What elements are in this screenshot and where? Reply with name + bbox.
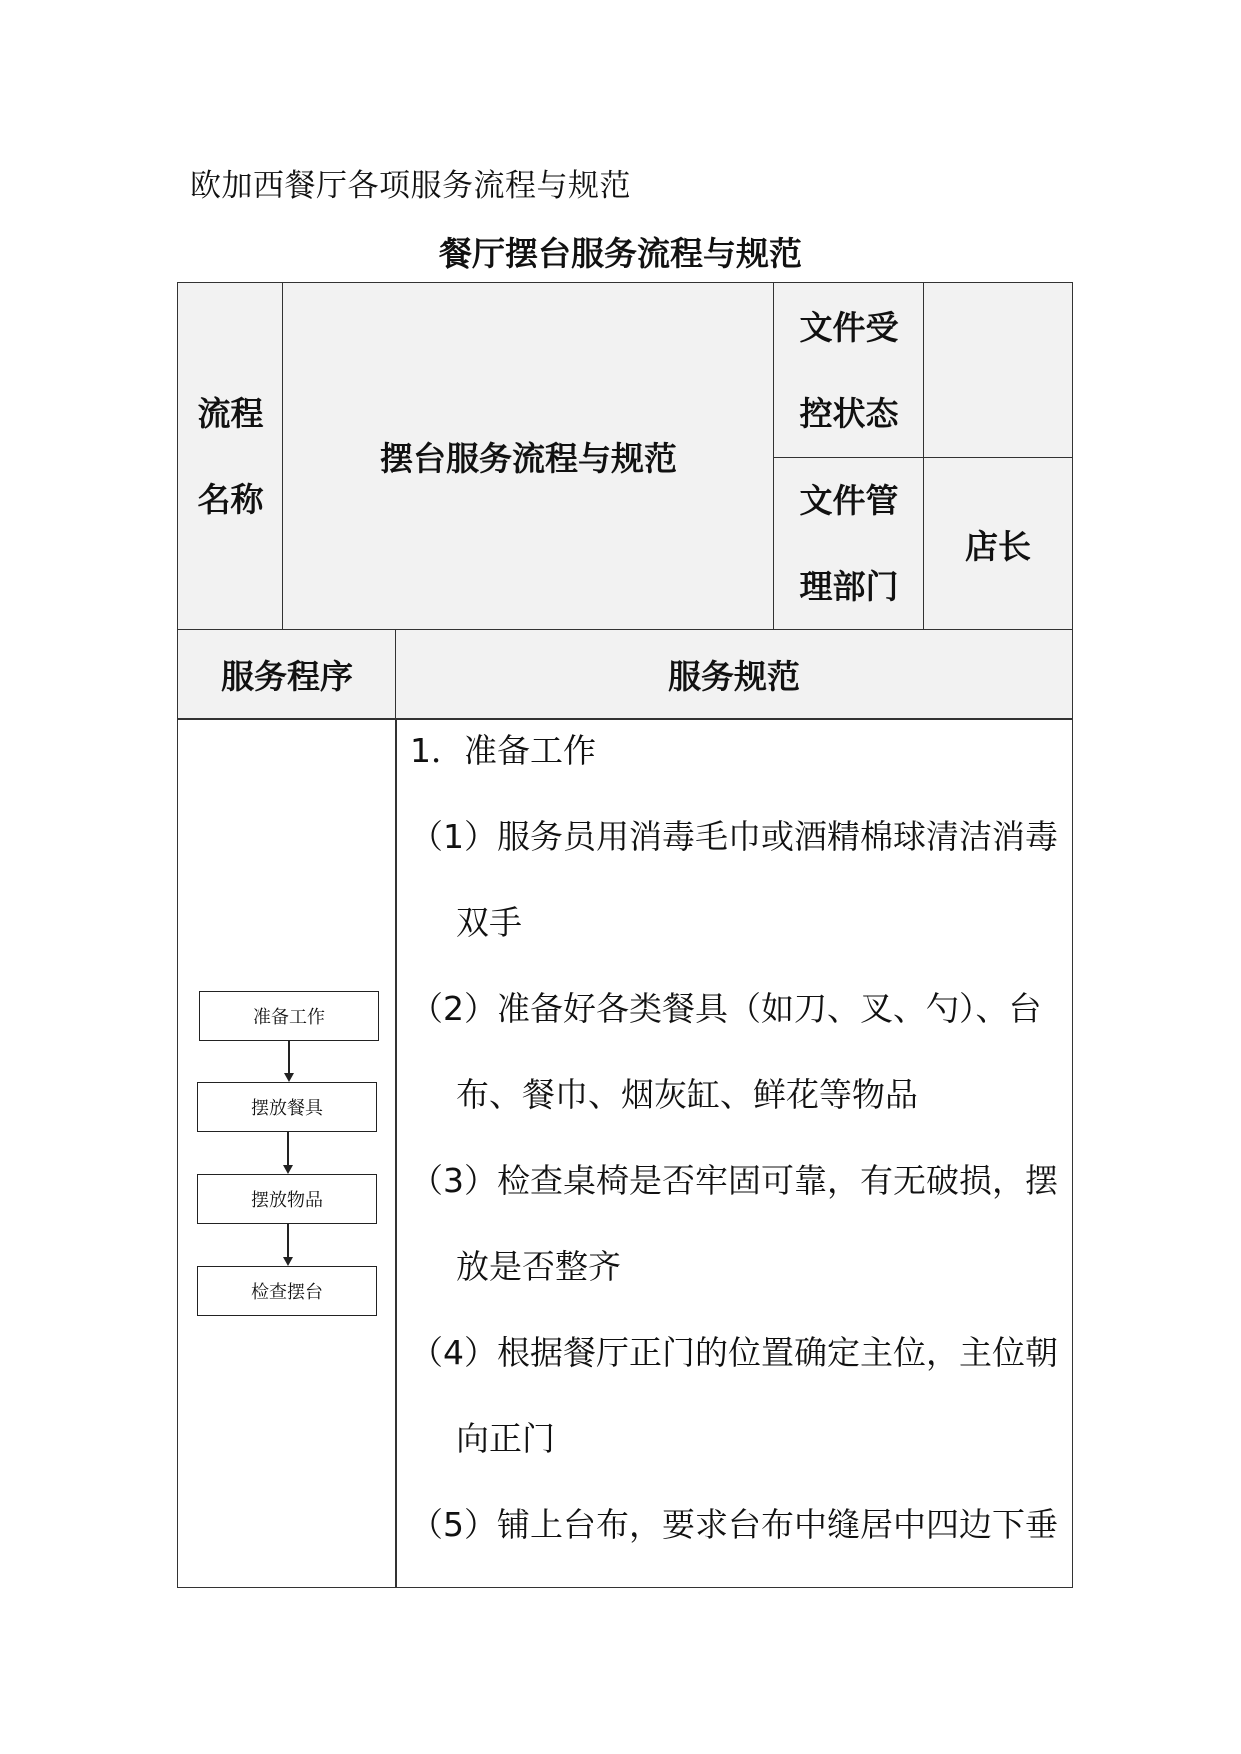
- control-status-label-cell: [773, 282, 925, 459]
- process-name-label: [198, 371, 264, 543]
- flow-step: 检查摆台: [197, 1266, 377, 1316]
- flow-arrow-head: [283, 1165, 293, 1174]
- flow-step: 准备工作: [199, 991, 379, 1041]
- process-name-value: 摆台服务流程与规范: [380, 439, 677, 478]
- specification-line: 1．准备工作: [410, 731, 596, 770]
- control-status-value-cell: [923, 282, 1073, 459]
- label-line: 流程: [197, 393, 264, 433]
- label-line: 控状态: [799, 393, 899, 433]
- document-title: 欧加西餐厅各项服务流程与规范: [190, 168, 631, 204]
- specification-line: 放是否整齐: [456, 1247, 621, 1286]
- label-line: 理部门: [799, 567, 899, 606]
- dept-label-cell: [773, 457, 925, 631]
- label-line: 文件受: [799, 307, 899, 347]
- section-title: 餐厅摆台服务流程与规范: [439, 234, 802, 273]
- procedure-header: 服务程序: [221, 657, 353, 696]
- flow-step: 摆放物品: [197, 1174, 377, 1224]
- specification-line: （3）检查桌椅是否牢固可靠，有无破损，摆: [410, 1161, 1058, 1200]
- flow-arrow: [288, 1041, 290, 1073]
- control-status-label: [800, 285, 899, 457]
- flow-arrow-head: [283, 1257, 293, 1266]
- flow-arrow-head: [284, 1073, 294, 1082]
- specification-header: 服务规范: [668, 657, 800, 696]
- dept-value: 店长: [965, 526, 1031, 566]
- process-name-label-cell: [177, 282, 284, 631]
- specification-line: （1）服务员用消毒毛巾或酒精棉球清洁消毒: [410, 817, 1058, 856]
- label-line: 名称: [197, 479, 264, 519]
- dept-label: [800, 458, 899, 630]
- flow-arrow: [287, 1132, 289, 1165]
- flow-step: 摆放餐具: [197, 1082, 377, 1132]
- specification-text: [410, 708, 1058, 1568]
- specification-line: （5）铺上台布，要求台布中缝居中四边下垂: [410, 1505, 1058, 1544]
- specification-line: （4）根据餐厅正门的位置确定主位，主位朝: [410, 1333, 1058, 1372]
- specification-header-cell: [395, 629, 1073, 720]
- specification-line: 向正门: [456, 1419, 555, 1458]
- dept-value-cell: [923, 457, 1073, 631]
- procedure-header-cell: [177, 629, 397, 720]
- process-name-value-cell: [282, 282, 775, 631]
- flow-arrow: [287, 1224, 289, 1257]
- specification-line: 布、餐巾、烟灰缸、鲜花等物品: [456, 1075, 918, 1114]
- label-line: 文件管: [799, 481, 899, 520]
- specification-line: 双手: [456, 903, 522, 942]
- specification-line: （2）准备好各类餐具（如刀、叉、勺）、台: [410, 989, 1042, 1028]
